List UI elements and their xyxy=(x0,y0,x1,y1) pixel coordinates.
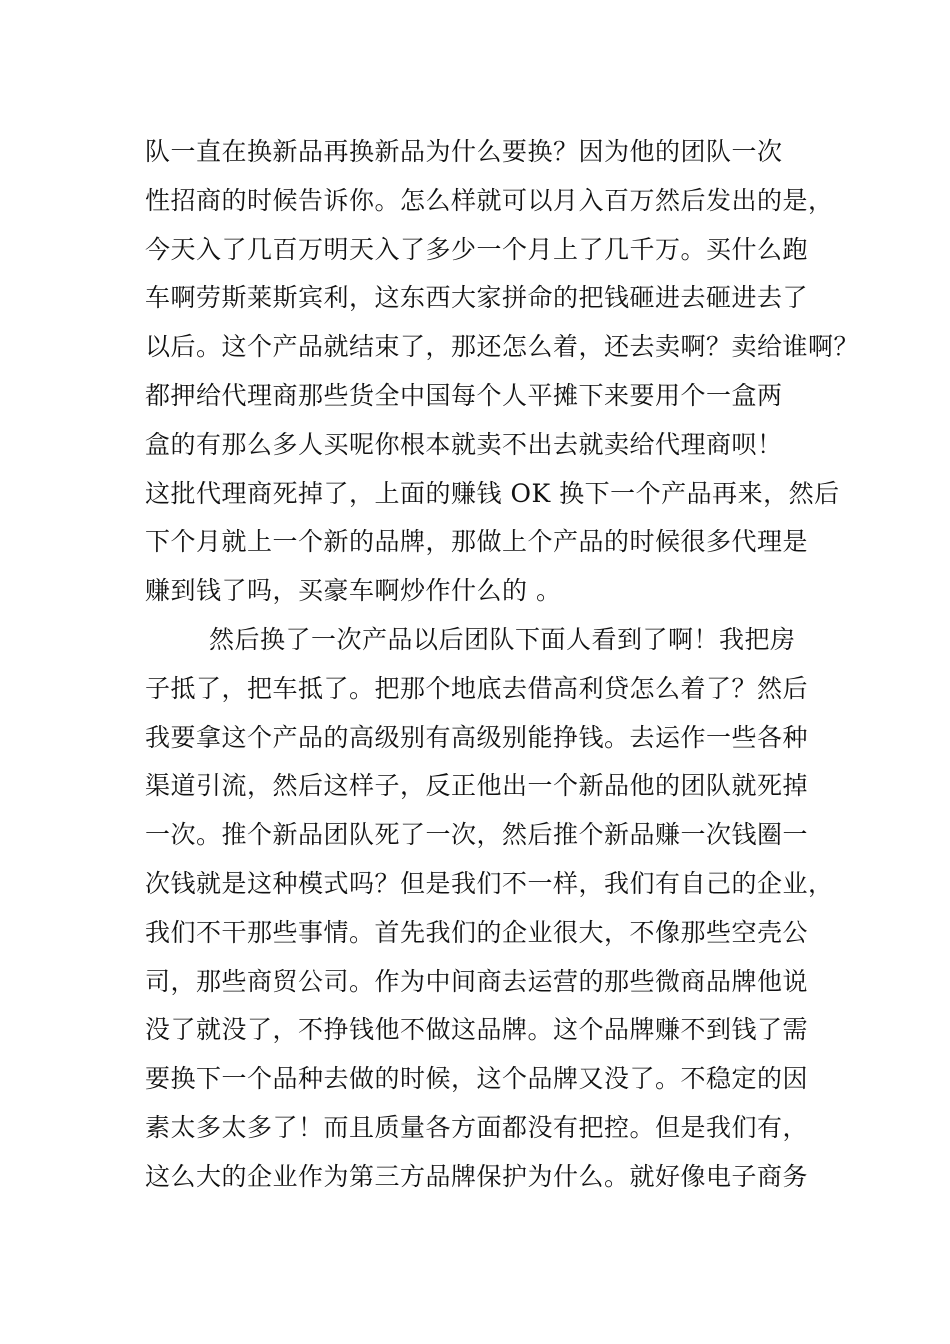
text-line: 以后。这个产品就结束了，那还怎么着，还去卖啊？卖给谁啊？ xyxy=(145,332,860,362)
text-line: 我们不干那些事情。首先我们的企业很大，不像那些空壳公 xyxy=(145,917,809,947)
text-line: 这批代理商死掉了，上面的赚钱 OK 换下一个产品再来，然后 xyxy=(145,478,840,508)
text-line: 要换下一个品种去做的时候，这个品牌又没了。不稳定的因 xyxy=(145,1064,809,1094)
text-line: 都押给代理商那些货全中国每个人平摊下来要用个一盒两 xyxy=(145,380,783,410)
text-line: 性招商的时候告诉你。怎么样就可以月入百万然后发出的是， xyxy=(145,185,834,215)
text-line: 我要拿这个产品的高级别有高级别能挣钱。去运作一些各种 xyxy=(145,722,809,752)
text-line: 次钱就是这种模式吗？但是我们不一样，我们有自己的企业， xyxy=(145,868,834,898)
text-line: 赚到钱了吗，买豪车啊炒作什么的 。 xyxy=(145,576,562,606)
text-line: 一次。推个新品团队死了一次，然后推个新品赚一次钱圈一 xyxy=(145,820,809,850)
text-line: 下个月就上一个新的品牌，那做上个产品的时候很多代理是 xyxy=(145,527,809,557)
text-line: 这么大的企业作为第三方品牌保护为什么。就好像电子商务 xyxy=(145,1161,809,1191)
text-line: 车啊劳斯莱斯宾利，这东西大家拼命的把钱砸进去砸进去了 xyxy=(145,283,809,313)
paragraph-1 xyxy=(145,128,860,616)
text-line: 然后换了一次产品以后团队下面人看到了啊！我把房 xyxy=(209,624,796,654)
text-line: 素太多太多了！而且质量各方面都没有把控。但是我们有， xyxy=(145,1112,809,1142)
text-line: 没了就没了，不挣钱他不做这品牌。这个品牌赚不到钱了需 xyxy=(145,1015,809,1045)
text-line: 今天入了几百万明天入了多少一个月上了几千万。买什么跑 xyxy=(145,234,809,264)
body-text xyxy=(145,128,860,1202)
text-line: 司，那些商贸公司。作为中间商去运营的那些微商品牌他说 xyxy=(145,966,809,996)
text-line: 队一直在换新品再换新品为什么要换？因为他的团队一次 xyxy=(145,137,783,166)
paragraph-2 xyxy=(145,616,845,1202)
text-line: 子抵了，把车抵了。把那个地底去借高利贷怎么着了？然后 xyxy=(145,673,809,703)
text-line: 渠道引流，然后这样子，反正他出一个新品他的团队就死掉 xyxy=(145,771,809,801)
text-line: 盒的有那么多人买呢你根本就卖不出去就卖给代理商呗！ xyxy=(145,429,783,459)
